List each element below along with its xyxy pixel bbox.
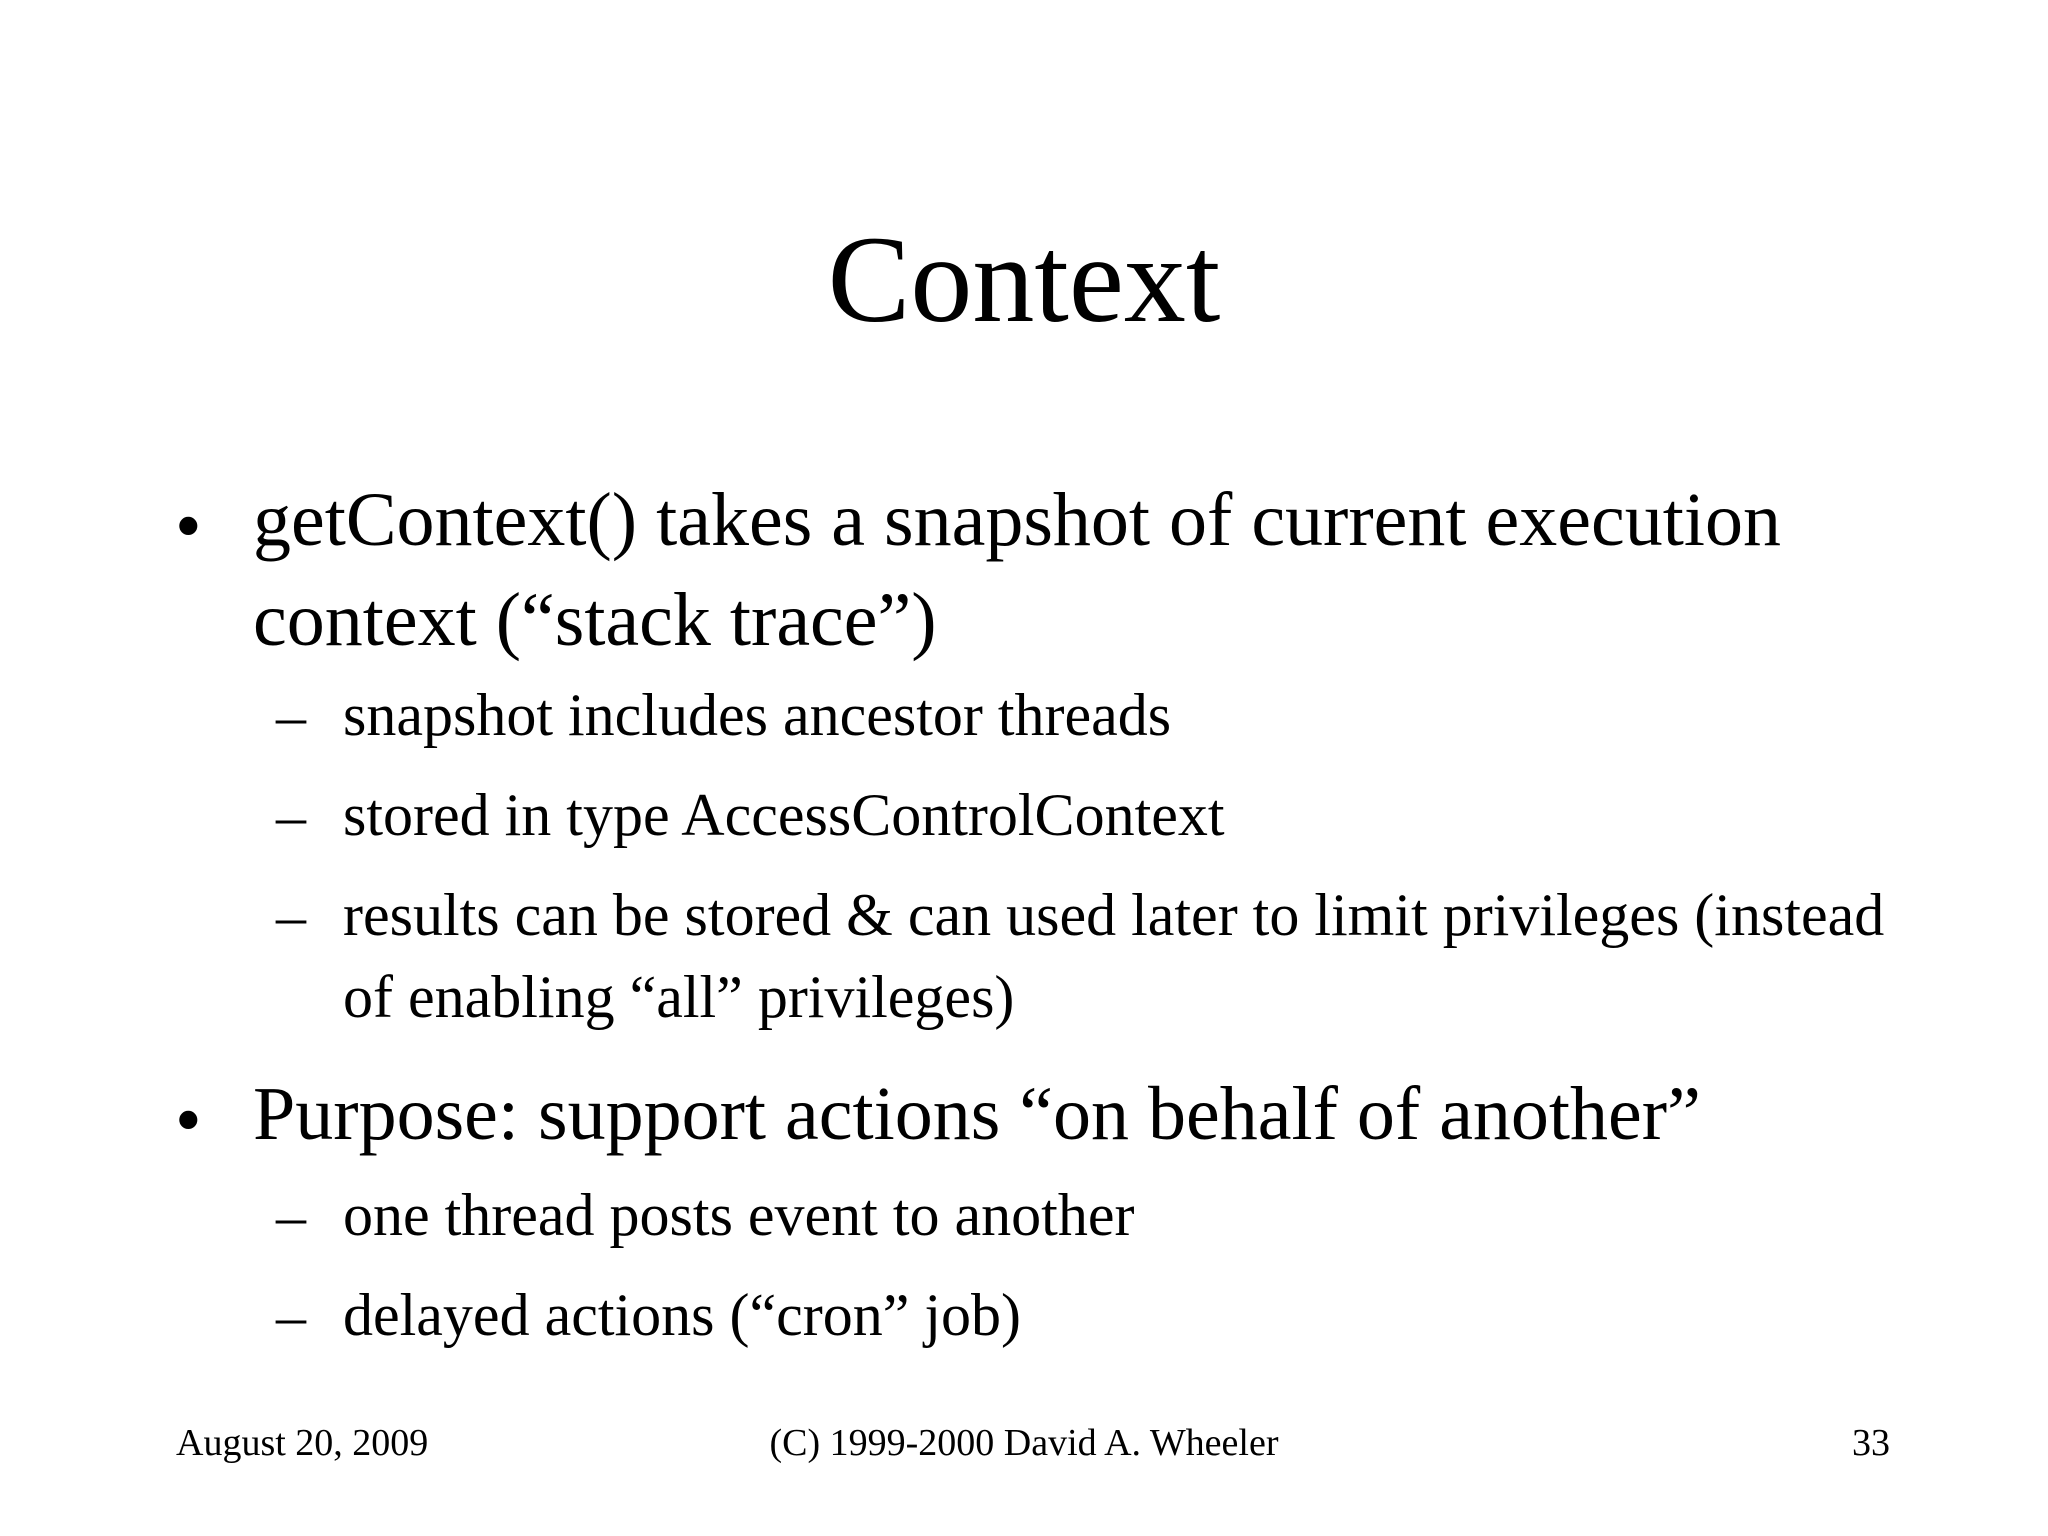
sub-bullet-text: stored in type AccessControlContext [343,782,1225,848]
bullet-text: Purpose: support actions “on behalf of another” [253,1072,1701,1156]
sub-bullet-marker: – [276,783,306,849]
bullet-marker: • [175,1078,202,1162]
bullet-text: getContext() takes a snapshot of current execution context (“stack trace”) [253,478,1781,662]
sub-bullet-text: snapshot includes ancestor threads [343,682,1172,748]
bullet-marker: • [175,484,202,568]
sub-bullet-marker: – [276,1183,306,1249]
sub-bullet-text: delayed actions (“cron” job) [343,1282,1022,1348]
sub-bullet-marker: – [276,883,306,949]
footer-date: August 20, 2009 [176,1422,429,1464]
footer-copyright: (C) 1999-2000 David A. Wheeler [769,1422,1279,1464]
page-number: 33 [1852,1422,1890,1464]
sub-bullet-text: results can be stored & can used later to limit privileges (instead of enabling “all” privileges) [343,882,1885,1030]
sub-bullet-text: one thread posts event to another [343,1182,1135,1248]
sub-bullet-marker: – [276,1283,306,1349]
sub-bullet-marker: – [276,683,306,749]
slide-title: Context [827,211,1221,348]
